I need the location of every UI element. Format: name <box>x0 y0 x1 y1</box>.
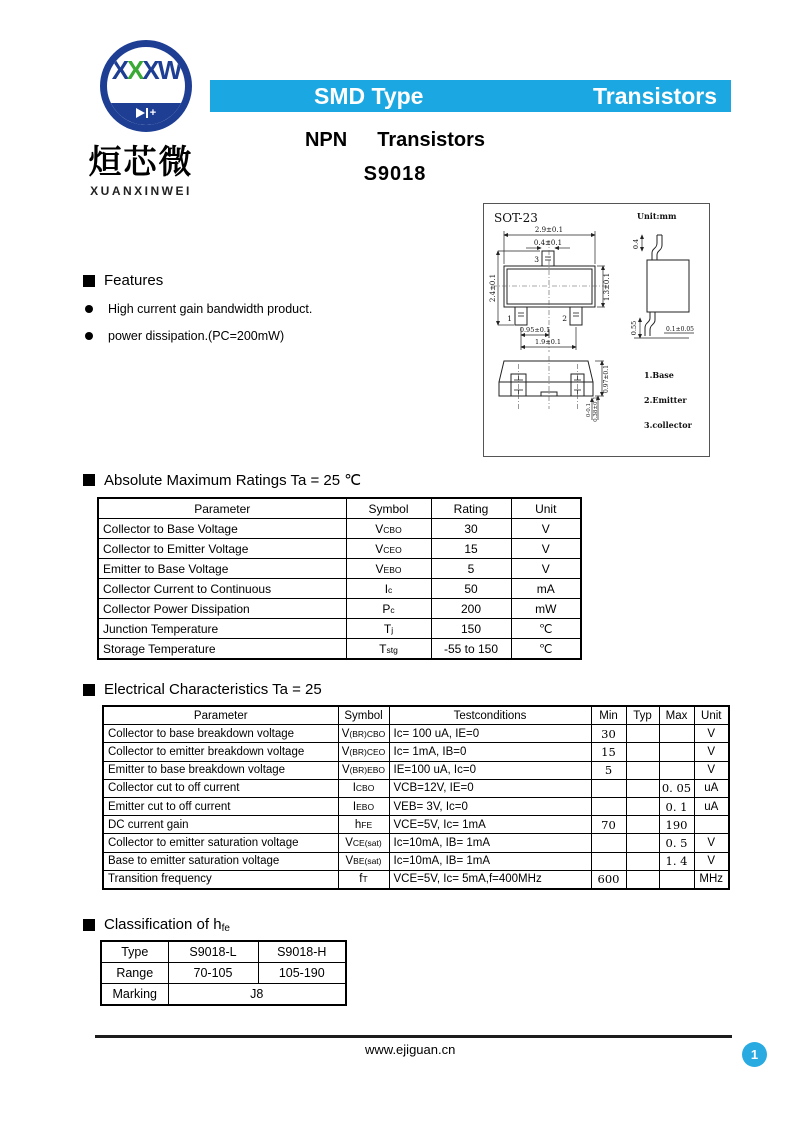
pin2-label: 2 <box>562 314 567 323</box>
table-row <box>98 579 581 599</box>
table-row <box>98 599 581 619</box>
header-smd-type: SMD Type <box>314 82 424 109</box>
symbol-cell: VEBO <box>346 559 431 579</box>
conditions-cell: Ic= 100 uA, IE=0 <box>389 725 591 743</box>
unit-cell: V <box>511 519 581 539</box>
unit-cell: V <box>694 834 729 852</box>
brand-name-en: XUANXINWEI <box>90 184 192 198</box>
dim-lead-top: 0.4 <box>632 238 640 250</box>
max-cell <box>659 743 694 761</box>
feature-text: High current gain bandwidth product. <box>108 302 313 316</box>
diode-bar <box>146 108 148 118</box>
legend-collector: 3.collector <box>644 420 692 430</box>
conditions-cell: VEB= 3V, Ic=0 <box>389 797 591 815</box>
symbol-cell: Ic <box>346 579 431 599</box>
diode-icon <box>101 108 191 118</box>
typ-cell <box>626 834 659 852</box>
max-cell <box>659 870 694 889</box>
abs-max-heading-label: Absolute Maximum Ratings Ta = 25 ℃ <box>104 472 362 489</box>
table-header-row <box>98 498 581 519</box>
page-number-badge: 1 <box>742 1042 767 1067</box>
hfe-heading-main: Classification of h <box>104 916 222 933</box>
table-row <box>103 816 729 834</box>
bullet-dot-icon <box>85 305 93 313</box>
unit-cell: V <box>511 539 581 559</box>
brand-name-cn: 烜芯微 <box>88 143 194 180</box>
table-row <box>101 941 346 963</box>
features-section <box>83 272 443 343</box>
features-heading <box>83 272 443 289</box>
package-drawing <box>483 203 710 457</box>
section-bullet-icon <box>83 684 95 696</box>
hfe-table <box>100 940 347 1006</box>
footer-website: www.ejiguan.cn <box>365 1042 456 1057</box>
features-heading-label: Features <box>104 272 164 289</box>
param-cell: Collector to emitter saturation voltage <box>103 834 338 852</box>
table-row <box>103 797 729 815</box>
marking-cell: J8 <box>168 984 346 1006</box>
rating-cell: 15 <box>431 539 511 559</box>
feature-text: power dissipation.(PC=200mW) <box>108 329 285 343</box>
title-block <box>225 129 565 186</box>
device-type-title <box>225 129 565 152</box>
abs-max-heading <box>83 471 361 489</box>
pin1-label: 1 <box>507 314 512 323</box>
logo-letters-rest: XW <box>142 55 181 85</box>
table-row <box>101 963 346 984</box>
table-row <box>103 779 729 797</box>
unit-cell: uA <box>694 779 729 797</box>
range-cell: 70-105 <box>168 963 258 984</box>
param-cell: Emitter to base breakdown voltage <box>103 761 338 779</box>
param-cell: Collector to Base Voltage <box>98 519 346 539</box>
type-cell: S9018-L <box>168 941 258 963</box>
unit-cell: V <box>694 761 729 779</box>
param-cell: Storage Temperature <box>98 639 346 660</box>
symbol-cell: VCBO <box>346 519 431 539</box>
title-transistors: Transistors <box>377 129 486 151</box>
table-row <box>103 834 729 852</box>
min-cell: 15 <box>591 743 626 761</box>
table-header-row <box>103 706 729 725</box>
elec-heading-label: Electrical Characteristics Ta = 25 <box>104 681 322 698</box>
header-transistors: Transistors <box>593 82 717 109</box>
table-row <box>98 519 581 539</box>
conditions-cell: Ic=10mA, IB= 1mA <box>389 834 591 852</box>
table-row <box>103 725 729 743</box>
bullet-dot-icon <box>85 332 93 340</box>
conditions-cell: VCE=5V, Ic= 1mA <box>389 816 591 834</box>
symbol-cell: Tstg <box>346 639 431 660</box>
row-label: Type <box>101 941 168 963</box>
dim-body-width: 2.9±0.1 <box>534 226 564 234</box>
param-cell: DC current gain <box>103 816 338 834</box>
table-row <box>103 852 729 870</box>
symbol-cell: Tj <box>346 619 431 639</box>
hfe-heading <box>83 916 230 933</box>
rating-cell: 30 <box>431 519 511 539</box>
col-header: Symbol <box>346 498 431 519</box>
col-header: Max <box>659 706 694 725</box>
logo-band <box>101 103 191 129</box>
logo-letter-x-green: X <box>127 55 143 85</box>
range-cell: 105-190 <box>258 963 346 984</box>
conditions-cell: VCE=5V, Ic= 5mA,f=400MHz <box>389 870 591 889</box>
footer-divider <box>95 1035 732 1038</box>
max-cell <box>659 761 694 779</box>
min-cell <box>591 834 626 852</box>
symbol-cell: VCE(sat) <box>338 834 389 852</box>
table-row <box>103 761 729 779</box>
min-cell <box>591 852 626 870</box>
param-cell: Emitter to Base Voltage <box>98 559 346 579</box>
unit-cell: uA <box>694 797 729 815</box>
symbol-cell: fT <box>338 870 389 889</box>
dim-front-lead: 0.38±0.1 <box>593 396 599 422</box>
table-row <box>101 984 346 1006</box>
feature-item <box>83 302 443 316</box>
typ-cell <box>626 761 659 779</box>
param-cell: Transition frequency <box>103 870 338 889</box>
unit-cell: ℃ <box>511 639 581 660</box>
col-header: Rating <box>431 498 511 519</box>
conditions-cell: Ic=10mA, IB= 1mA <box>389 852 591 870</box>
conditions-cell: IE=100 uA, Ic=0 <box>389 761 591 779</box>
table-row <box>103 870 729 889</box>
typ-cell <box>626 725 659 743</box>
rating-cell: 200 <box>431 599 511 619</box>
conditions-cell: Ic= 1mA, IB=0 <box>389 743 591 761</box>
section-bullet-icon <box>83 275 95 287</box>
unit-label: Unit:mm <box>637 211 677 221</box>
param-cell: Junction Temperature <box>98 619 346 639</box>
table-row <box>98 539 581 559</box>
unit-cell: ℃ <box>511 619 581 639</box>
logo-letters <box>107 55 185 86</box>
logo-letter-x: X <box>111 55 128 85</box>
dim-body-height: 1.3±0.1 <box>603 272 611 302</box>
dim-pin-span: 1.9±0.1 <box>534 338 562 346</box>
rating-cell: 50 <box>431 579 511 599</box>
unit-cell: V <box>511 559 581 579</box>
col-header: Unit <box>511 498 581 519</box>
abs-max-table <box>97 497 582 660</box>
table-row <box>98 619 581 639</box>
col-header: Parameter <box>103 706 338 725</box>
typ-cell <box>626 852 659 870</box>
symbol-cell: VCEO <box>346 539 431 559</box>
max-cell: 0. 1 <box>659 797 694 815</box>
rating-cell: -55 to 150 <box>431 639 511 660</box>
conditions-cell: VCB=12V, IE=0 <box>389 779 591 797</box>
unit-cell: V <box>694 743 729 761</box>
unit-cell: mW <box>511 599 581 619</box>
param-cell: Collector to emitter breakdown voltage <box>103 743 338 761</box>
col-header: Parameter <box>98 498 346 519</box>
dim-front-gap: 0-0.1 <box>586 402 592 418</box>
symbol-cell: ICBO <box>338 779 389 797</box>
typ-cell <box>626 743 659 761</box>
symbol-cell: IEBO <box>338 797 389 815</box>
unit-cell: MHz <box>694 870 729 889</box>
dim-total-height: 2.4±0.1 <box>489 273 497 303</box>
symbol-cell: Pc <box>346 599 431 619</box>
hfe-heading-label <box>104 916 230 933</box>
pin3-label: 3 <box>534 255 539 264</box>
col-header: Symbol <box>338 706 389 725</box>
dim-pin-pitch: 0.95±0.1 <box>519 326 551 334</box>
sot23-drawing <box>484 204 707 454</box>
min-cell <box>591 797 626 815</box>
elec-table <box>102 705 730 890</box>
symbol-cell: V(BR)CBO <box>338 725 389 743</box>
col-header: Unit <box>694 706 729 725</box>
typ-cell <box>626 870 659 889</box>
dim-front-height: 0.97±0.1 <box>603 365 610 393</box>
table-row <box>103 743 729 761</box>
min-cell: 70 <box>591 816 626 834</box>
diode-plus: + <box>149 107 157 119</box>
param-cell: Collector cut to off current <box>103 779 338 797</box>
package-name-label: SOT-23 <box>494 211 538 225</box>
param-cell: Base to emitter saturation voltage <box>103 852 338 870</box>
min-cell: 30 <box>591 725 626 743</box>
table-row <box>98 559 581 579</box>
rating-cell: 5 <box>431 559 511 579</box>
unit-cell <box>694 816 729 834</box>
max-cell: 0. 5 <box>659 834 694 852</box>
typ-cell <box>626 779 659 797</box>
param-cell: Collector to base breakdown voltage <box>103 725 338 743</box>
min-cell: 5 <box>591 761 626 779</box>
param-cell: Collector Current to Continuous <box>98 579 346 599</box>
col-header: Testconditions <box>389 706 591 725</box>
title-npn: NPN <box>304 129 348 151</box>
dim-pin-width: 0.4±0.1 <box>533 239 563 247</box>
part-number: S9018 <box>363 163 427 185</box>
max-cell: 1. 4 <box>659 852 694 870</box>
dim-lead-length: 0.55 <box>630 320 638 336</box>
diode-triangle <box>136 108 145 118</box>
hfe-heading-sub: fe <box>221 923 230 934</box>
symbol-cell: hFE <box>338 816 389 834</box>
type-cell: S9018-H <box>258 941 346 963</box>
max-cell: 0. 05 <box>659 779 694 797</box>
min-cell <box>591 779 626 797</box>
section-bullet-icon <box>83 919 95 931</box>
table-row <box>98 639 581 660</box>
unit-cell: V <box>694 852 729 870</box>
param-cell: Emitter cut to off current <box>103 797 338 815</box>
unit-cell: V <box>694 725 729 743</box>
typ-cell <box>626 816 659 834</box>
brand-logo-icon <box>100 40 192 132</box>
max-cell <box>659 725 694 743</box>
feature-item <box>83 329 443 343</box>
row-label: Marking <box>101 984 168 1006</box>
col-header: Min <box>591 706 626 725</box>
legend-base: 1.Base <box>644 370 674 380</box>
param-cell: Collector to Emitter Voltage <box>98 539 346 559</box>
param-cell: Collector Power Dissipation <box>98 599 346 619</box>
elec-heading <box>83 681 322 698</box>
symbol-cell: V(BR)EBO <box>338 761 389 779</box>
symbol-cell: V(BR)CEO <box>338 743 389 761</box>
row-label: Range <box>101 963 168 984</box>
symbol-cell: VBE(sat) <box>338 852 389 870</box>
col-header: Typ <box>626 706 659 725</box>
dim-standoff: 0.1±0.05 <box>666 326 694 333</box>
section-bullet-icon <box>83 474 95 486</box>
header-bar <box>210 80 731 112</box>
unit-cell: mA <box>511 579 581 599</box>
legend-emitter: 2.Emitter <box>644 395 687 405</box>
max-cell: 190 <box>659 816 694 834</box>
rating-cell: 150 <box>431 619 511 639</box>
min-cell: 600 <box>591 870 626 889</box>
brand-logo <box>76 40 206 198</box>
typ-cell <box>626 797 659 815</box>
